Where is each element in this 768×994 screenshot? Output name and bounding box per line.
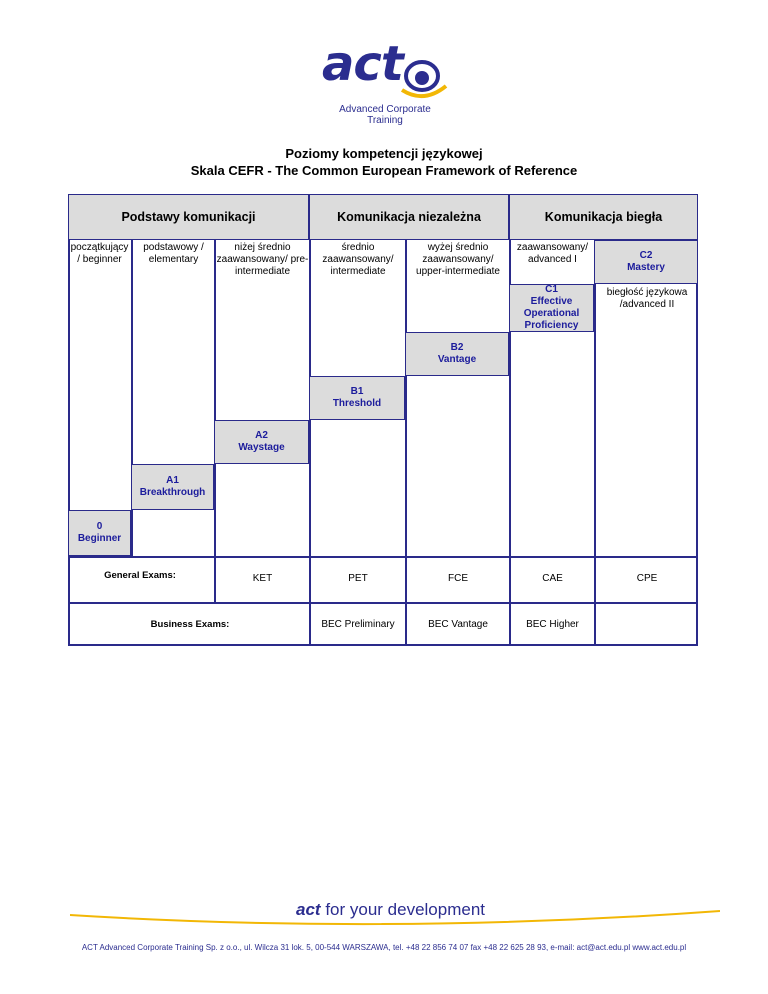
- page-title: Poziomy kompetencji językowej: [285, 146, 483, 161]
- exam-fce: FCE: [448, 573, 468, 584]
- footer-slogan: [296, 900, 485, 920]
- level-elementary: podstawowy / elementary: [143, 242, 204, 265]
- cefr-name: Waystage: [238, 442, 285, 453]
- header-independent: Komunikacja niezależna: [309, 194, 509, 240]
- logo-subtitle: Advanced Corporate Training: [339, 104, 431, 126]
- business-exams-label: Business Exams:: [150, 619, 230, 630]
- divider: [309, 240, 311, 646]
- cefr-code: C2: [639, 250, 653, 261]
- exam-pet: PET: [348, 573, 368, 584]
- cefr-b1: [309, 376, 405, 420]
- cefr-c2: [594, 240, 698, 284]
- level-upper-intermediate: wyżej średnio zaawansowany/ upper-intermediate: [416, 242, 500, 277]
- cefr-c1: [509, 284, 594, 332]
- exam-bec-preliminary: BEC Preliminary: [321, 619, 395, 630]
- logo-eye-icon: [400, 56, 448, 100]
- level-advanced-1: zaawansowany/ advanced I: [516, 242, 589, 265]
- cefr-a1: [131, 464, 214, 510]
- cefr-name: Breakthrough: [139, 487, 206, 498]
- cefr-name: Beginner: [77, 533, 122, 544]
- logo-wordmark: act: [322, 36, 403, 92]
- general-exams-label: General Exams:: [104, 570, 176, 581]
- divider: [68, 556, 698, 558]
- header-basic: Podstawy komunikacji: [68, 194, 309, 240]
- divider: [68, 602, 698, 604]
- cefr-code: A1: [166, 475, 179, 486]
- level-advanced-2: biegłość językowa /advanced II: [606, 287, 688, 310]
- header-proficient: Komunikacja biegła: [509, 194, 698, 240]
- footer-address: ACT Advanced Corporate Training Sp. z o.o., ul. Wilcza 31 lok. 5, 00-544 WARSZAWA, tel. +48 22 856 74 07 fax +48 22 625 28 93, e-mail: act@act.edu.pl www.act.edu.pl: [81, 943, 687, 952]
- level-beginner: początkujący / beginner: [70, 242, 129, 265]
- cefr-b2: [405, 332, 509, 376]
- cefr-name: Threshold: [332, 398, 382, 409]
- exam-bec-vantage: BEC Vantage: [428, 619, 488, 630]
- cefr-name: Effective Operational Proficiency: [523, 296, 580, 331]
- cefr-code: A2: [255, 430, 268, 441]
- divider: [214, 240, 216, 556]
- exam-cae: CAE: [542, 573, 563, 584]
- cefr-code: 0: [96, 521, 103, 532]
- cefr-name: Mastery: [627, 262, 665, 273]
- level-intermediate: średnio zaawansowany/ intermediate: [322, 242, 394, 277]
- cefr-code: B2: [450, 342, 464, 353]
- exam-bec-higher: BEC Higher: [526, 619, 579, 630]
- cefr-name: Vantage: [437, 354, 477, 365]
- cefr-zero: [68, 510, 131, 556]
- level-pre-intermediate: niżej średnio zaawansowany/ pre-intermediate: [216, 242, 309, 277]
- page-subtitle: Skala CEFR - The Common European Framework of Reference: [190, 163, 578, 178]
- divider: [405, 240, 407, 646]
- cefr-a2: [214, 420, 309, 464]
- cefr-code: B1: [350, 386, 364, 397]
- exam-cpe: CPE: [636, 573, 658, 584]
- cefr-code: C1: [545, 284, 558, 295]
- footer-brand: act: [296, 900, 321, 919]
- exam-ket: KET: [252, 573, 273, 584]
- footer-slogan-text: for your development: [325, 900, 486, 919]
